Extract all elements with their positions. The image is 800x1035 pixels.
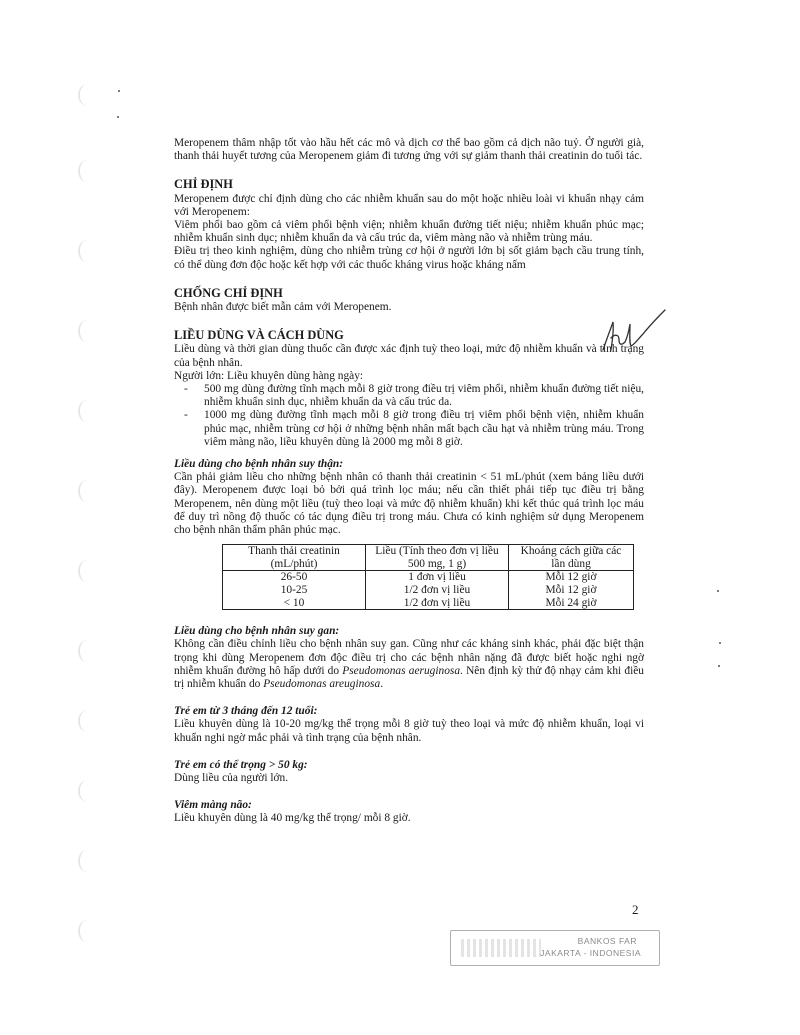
document-body — [174, 137, 644, 826]
table-cell: 1 đơn vị liều — [366, 571, 509, 584]
table-cell: 26-50 — [223, 571, 366, 584]
dosage-paragraph: Liều dùng và thời gian dùng thuốc cần được xác định tuỳ theo loại, mức độ nhiễm khuẩn và tình trạng của bệnh nhân. — [174, 343, 644, 369]
intro-paragraph: Meropenem thâm nhập tốt vào hầu hết các mô và dịch cơ thể bao gồm cả dịch não tuỷ. Ở người già, thanh thải huyết tương của Meropenem giảm đi tương ứng với sự giảm thanh thải creatinin do tuổi tác. — [174, 137, 644, 163]
table-cell: Mỗi 12 giờ — [509, 584, 634, 597]
table-cell: Mỗi 24 giờ — [509, 597, 634, 610]
scan-speck — [717, 590, 719, 592]
dosage-list — [174, 383, 644, 449]
renal-dose-table — [222, 544, 634, 610]
table-row — [223, 597, 634, 610]
table-header: Thanh thải creatinin (mL/phút) — [223, 545, 366, 571]
scan-speck — [719, 642, 721, 644]
children50-paragraph: Dùng liều của người lớn. — [174, 772, 289, 785]
binder-hole — [78, 560, 96, 582]
binder-hole — [78, 160, 96, 182]
indication-paragraph: Meropenem được chỉ định dùng cho các nhiễm khuẩn sau do một hoặc nhiều loài vi khuẩn nhạy cảm với Meropenem: — [174, 192, 644, 218]
table-header: Khoảng cách giữa các lần dùng — [509, 545, 634, 571]
binder-hole — [78, 920, 96, 942]
dosage-paragraph: Người lớn: Liều khuyên dùng hàng ngày: — [174, 369, 364, 382]
table-row — [223, 571, 634, 584]
binder-hole — [78, 640, 96, 662]
binder-hole — [78, 320, 96, 342]
table-header: Liều (Tính theo đơn vị liều 500 mg, 1 g) — [366, 545, 509, 571]
scan-speck — [117, 116, 119, 118]
children-heading: Trẻ em từ 3 tháng đến 12 tuổi: — [174, 705, 318, 718]
indication-paragraph: Điều trị theo kinh nghiệm, dùng cho nhiễm trùng cơ hội ở người lớn bị sốt giảm bạch cầu trung tính, có thể dùng đơn độc hoặc kết hợp với các thuốc kháng virus hoặc kháng nấm — [174, 245, 644, 271]
dosage-heading: LIỀU DÙNG VÀ CÁCH DÙNG — [174, 328, 344, 343]
contraindication-heading: CHỐNG CHỈ ĐỊNH — [174, 285, 283, 300]
renal-heading: Liều dùng cho bệnh nhân suy thận: — [174, 458, 344, 471]
stamp-line: BANKOS FAR — [577, 936, 637, 946]
company-stamp — [450, 930, 660, 966]
table-cell: < 10 — [223, 597, 366, 610]
stamp-smudge — [461, 939, 541, 957]
binder-hole — [78, 84, 96, 106]
scan-speck — [118, 90, 120, 92]
meningitis-paragraph: Liều khuyên dùng là 40 mg/kg thể trọng/ mỗi 8 giờ. — [174, 812, 411, 825]
meningitis-heading: Viêm màng não: — [174, 799, 252, 812]
children-paragraph: Liều khuyên dùng là 10-20 mg/kg thể trọng mỗi 8 giờ tuỳ theo loại và mức độ nhiễm khuẩn, loại vi khuẩn nghi ngờ mắc phải và tình trạng của bệnh nhân. — [174, 718, 644, 744]
table-row — [223, 584, 634, 597]
binder-hole — [78, 850, 96, 872]
children50-heading: Trẻ em có thể trọng > 50 kg: — [174, 758, 308, 771]
organism-name: Pseudomonas areuginosa — [263, 678, 381, 691]
page-number: 2 — [632, 902, 639, 917]
binder-hole — [78, 780, 96, 802]
indication-heading: CHỈ ĐỊNH — [174, 177, 233, 192]
list-item: - 500 mg dùng đường tĩnh mạch mỗi 8 giờ trong điều trị viêm phổi, nhiễm khuẩn đường tiết niệu, nhiễm khuẩn sinh dục, nhiễm khuẩn da và cấu trúc da. — [204, 383, 644, 409]
list-item: - 1000 mg dùng đường tĩnh mạch mỗi 8 giờ trong điều trị viêm phổi bệnh viện, nhiễm khuẩn phúc mạc, nhiễm trùng cơ hội ở những bệnh nhân mất bạch cầu hạt và nhiễm trùng máu. Trong viêm màng não, liều khuyên dùng là 2000 mg mỗi 8 giờ. — [204, 409, 644, 449]
indication-paragraph: Viêm phổi bao gồm cả viêm phổi bệnh viện; nhiễm khuẩn đường tiết niệu; nhiễm khuẩn phúc mạc; nhiễm khuẩn sinh dục; nhiễm khuẩn da và cấu trúc da, viêm màng não và nhiễm trùng máu. — [174, 219, 644, 245]
binder-hole — [78, 240, 96, 262]
hepatic-text: Không cần điều chỉnh liều cho bệnh nhân suy gan. Cũng như các kháng sinh khác, phải đặc biệt thận trọng khi dùng Meropenem đơn độc điều trị cho các bệnh nhân nặng đã được biết hoặc nghi ngờ nhiễm khuẩn đường hô hấp dưới do — [174, 638, 644, 677]
binder-holes — [78, 60, 108, 960]
hepatic-text: . — [380, 678, 384, 691]
organism-name: Pseudomonas aeruginosa — [342, 664, 461, 677]
signature-mark — [597, 308, 667, 358]
binder-hole — [78, 480, 96, 502]
binder-hole — [78, 400, 96, 422]
binder-hole — [78, 710, 96, 732]
table-cell: 10-25 — [223, 584, 366, 597]
renal-paragraph: Cần phải giảm liều cho những bệnh nhân có thanh thải creatinin < 51 mL/phút (xem bảng liều dưới đây). Meropenem được loại bỏ bởi quá trình lọc máu; nếu cần thiết phải tiếp tục điều trị bằng Meropenem, nên dùng một liều (tuỳ theo loại và mức độ nhiễm khuẩn) khi kết thúc quá trình lọc máu để duy trì nồng độ thuốc có tác dụng điều trị trong máu. Chưa có kinh nghiệm sử dụng Meropenem cho bệnh nhân thẩm phân phúc mạc. — [174, 471, 644, 537]
scan-speck — [718, 665, 720, 667]
stamp-line: JAKARTA - INDONESIA — [540, 948, 641, 958]
hepatic-text: . Nên định kỳ thử độ nhạy cảm khi điều trị nhiễm khuẩn do — [174, 664, 644, 691]
table-cell: 1/2 đơn vị liều — [366, 584, 509, 597]
contraindication-text: Bệnh nhân được biết mẫn cảm với Meropenem. — [174, 301, 392, 314]
hepatic-paragraph — [174, 638, 644, 691]
hepatic-heading: Liều dùng cho bệnh nhân suy gan: — [174, 625, 340, 638]
table-cell: 1/2 đơn vị liều — [366, 597, 509, 610]
table-cell: Mỗi 12 giờ — [509, 571, 634, 584]
